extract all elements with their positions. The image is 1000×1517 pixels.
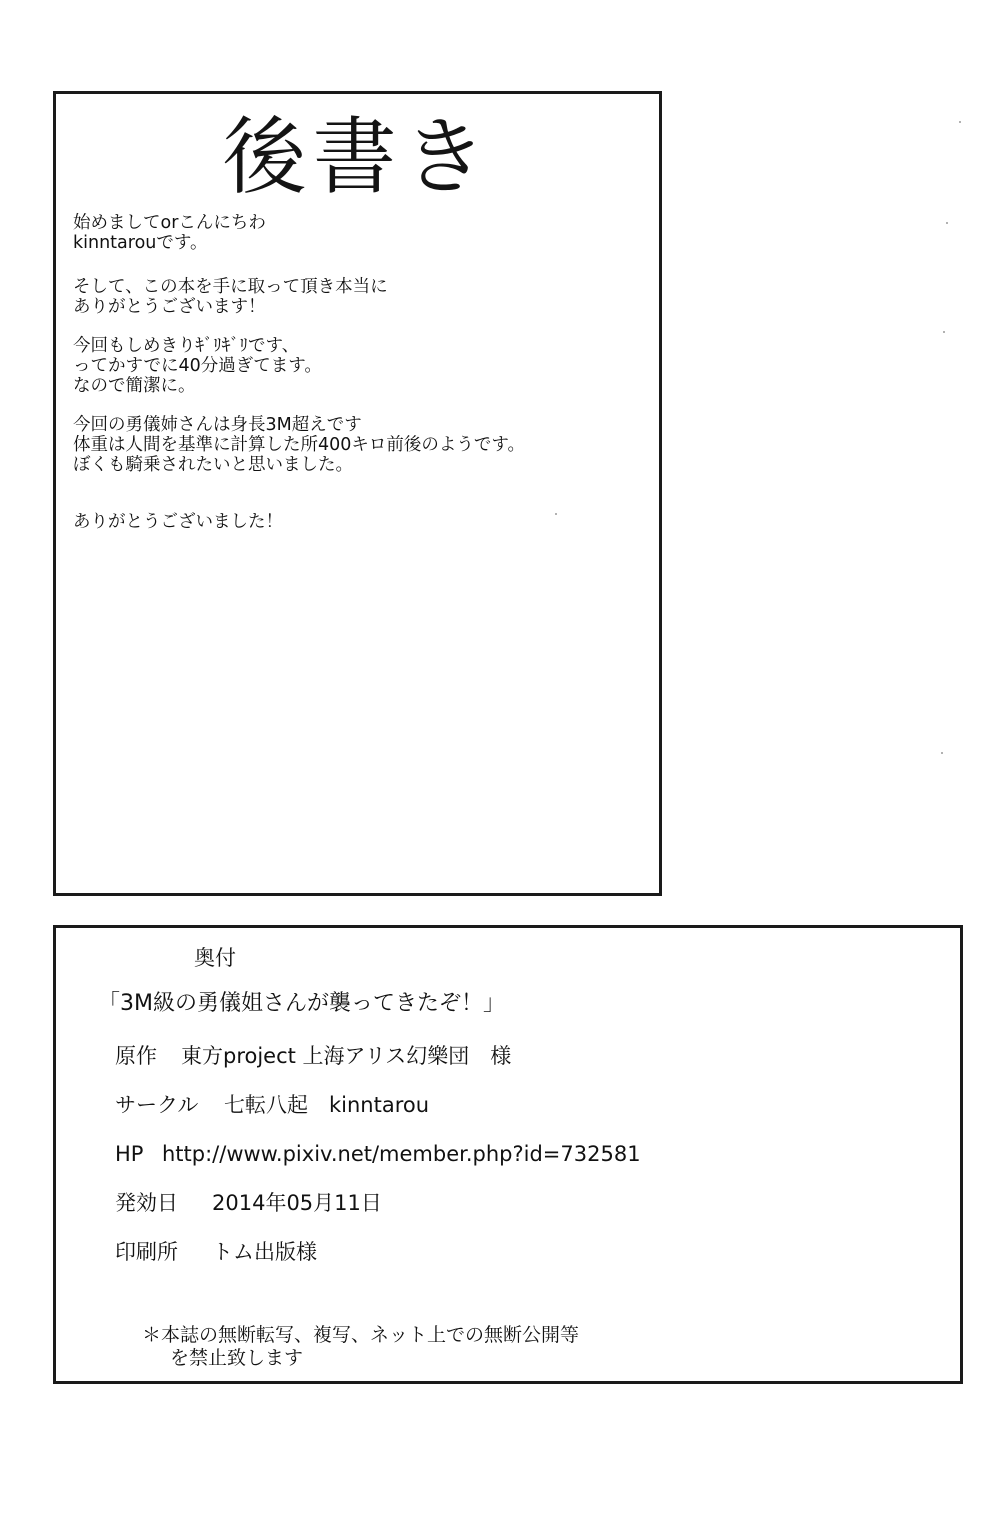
circle-value: 七転八起 kinntarou xyxy=(224,1093,430,1117)
original-label: 原作 xyxy=(115,1044,157,1068)
afterword-line: 始めましてorこんにちわ xyxy=(73,213,266,233)
colophon-date-row xyxy=(115,1190,382,1216)
colophon-circle-row xyxy=(115,1092,429,1118)
scan-speck xyxy=(943,331,945,333)
afterword-paragraph-1 xyxy=(73,213,266,253)
afterword-paragraph-4 xyxy=(73,415,525,475)
afterword-line: 体重は人間を基準に計算した所400キロ前後のようです。 xyxy=(73,435,526,455)
notice-line: を禁止致します xyxy=(170,1347,304,1369)
afterword-heading: 後書き xyxy=(222,108,493,206)
afterword-line: 今回の勇儀姉さんは身長3M超えです xyxy=(73,415,362,435)
afterword-paragraph-3 xyxy=(73,336,322,396)
scan-speck xyxy=(941,752,943,754)
afterword-line: ありがとうございました！ xyxy=(73,512,283,532)
hp-value[interactable]: http://www.pixiv.net/member.php?id=732581 xyxy=(162,1142,641,1166)
original-value: 東方project 上海アリス幻樂団 様 xyxy=(181,1044,512,1068)
afterword-line: kinntarouです。 xyxy=(73,233,208,253)
afterword-paragraph-2 xyxy=(73,277,388,317)
scan-speck xyxy=(959,121,961,123)
copyright-notice xyxy=(142,1324,579,1370)
afterword-line: ってかすでに40分過ぎてます。 xyxy=(73,356,322,376)
afterword-line: そして、この本を手に取って頂き本当に xyxy=(73,277,388,297)
afterword-line: ありがとうございます！ xyxy=(73,297,266,317)
scan-speck xyxy=(946,222,948,224)
afterword-line: ぼくも騎乗されたいと思いました。 xyxy=(73,455,353,475)
colophon-heading: 奥付 xyxy=(194,946,236,970)
circle-label: サークル xyxy=(115,1093,199,1117)
hp-label: HP xyxy=(115,1142,144,1166)
colophon-original-row xyxy=(115,1043,511,1069)
printer-value: トム出版様 xyxy=(212,1240,317,1264)
date-value: 2014年05月11日 xyxy=(212,1191,382,1215)
afterword-line: なので簡潔に。 xyxy=(73,376,196,396)
colophon-box xyxy=(53,925,963,1384)
date-label: 発効日 xyxy=(115,1191,178,1215)
afterword-box xyxy=(53,91,662,896)
afterword-line: 今回もしめきりｷﾞﾘｷﾞﾘです、 xyxy=(73,336,300,356)
colophon-title: 「3M級の勇儀姐さんが襲ってきたぞ！」 xyxy=(98,991,505,1016)
colophon-hp-row xyxy=(115,1141,641,1167)
scan-speck xyxy=(555,513,557,515)
afterword-paragraph-5 xyxy=(73,512,283,532)
colophon-printer-row xyxy=(115,1239,317,1265)
printer-label: 印刷所 xyxy=(115,1240,178,1264)
notice-line: ＊本誌の無断転写、複写、ネット上での無断公開等 xyxy=(142,1324,580,1346)
